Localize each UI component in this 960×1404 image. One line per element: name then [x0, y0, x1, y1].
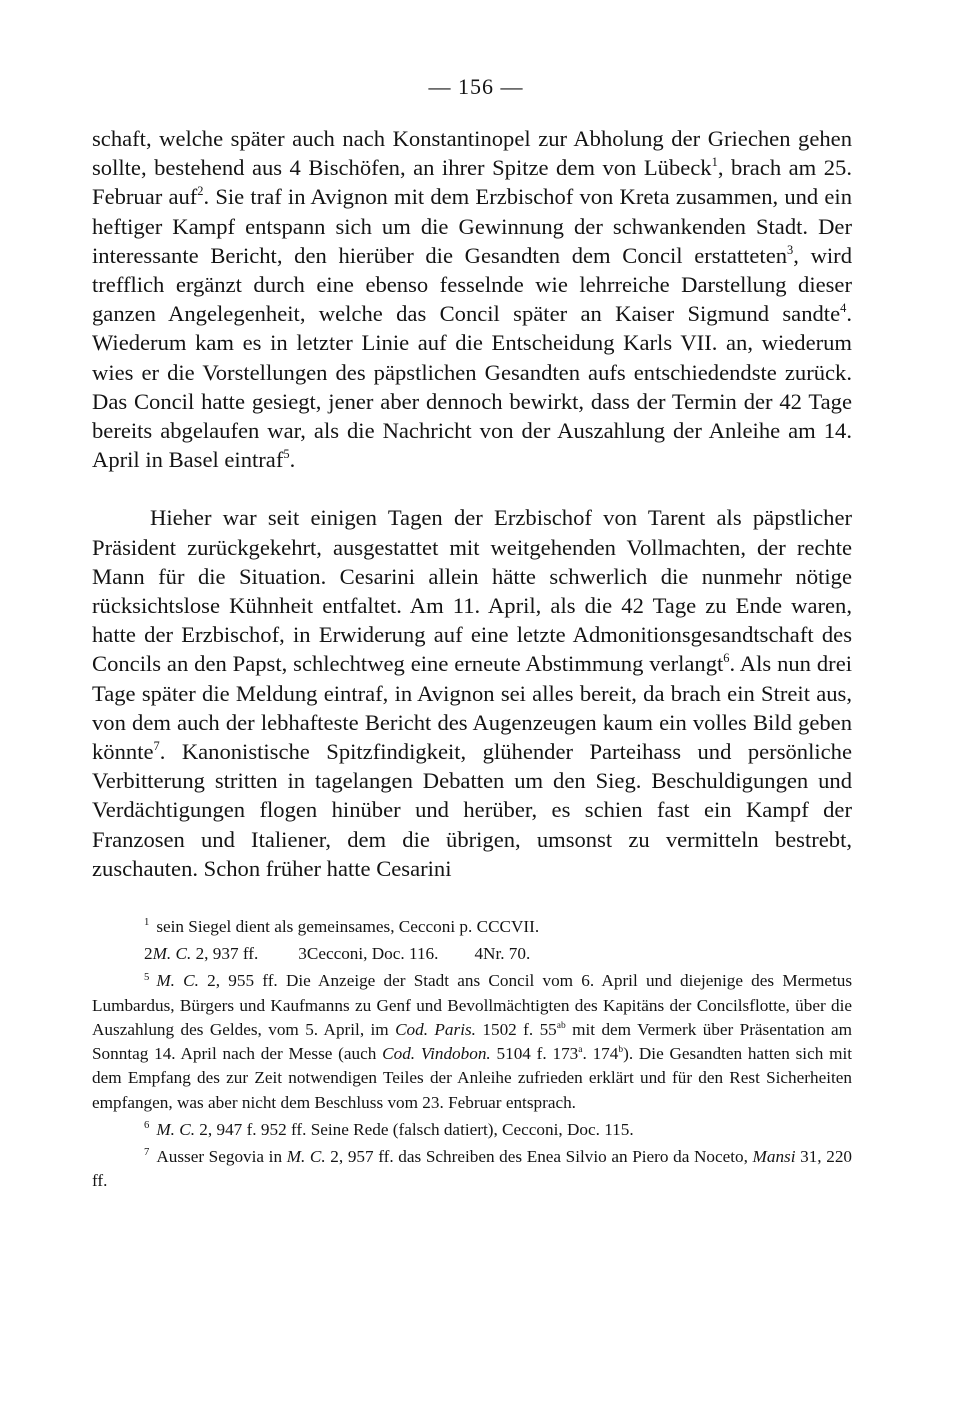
footnote-1: [92, 915, 852, 939]
footnote-text: Ausser Segovia in: [156, 1146, 287, 1166]
text-run: , wird trefflich ergänzt durch eine ebenso fesselnde wie lehrreiche Darstellung dieser ganzen Angelegenheit, welche das Concil später an Kaiser Sigmund sandte: [92, 242, 853, 327]
footnote-number: 7: [144, 1147, 150, 1159]
citation-abbrev: Cod. Paris.: [395, 1019, 476, 1039]
footnote-ref-2[interactable]: 2: [197, 184, 204, 199]
citation-abbrev: M. C.: [152, 944, 192, 964]
footnote-row-2-3-4: [92, 942, 852, 966]
citation-abbrev: M. C.: [286, 1146, 326, 1166]
text-run: , brach am 25. Februar auf: [92, 155, 852, 210]
footnotes: [92, 915, 852, 1193]
text-run: . Als nun drei Tage später die Meldung eintraf, in Avignon sei alles bereit, da brach ein Streit aus, von dem auch der lebhafteste Bericht des Augenzeugen kaum ein volles Bild geben könnte: [92, 651, 852, 765]
footnote-text: 2, 947 f. 952 ff. Seine Rede (falsch datiert), Cecconi, Doc. 115.: [195, 1119, 634, 1139]
footnote-ref-5[interactable]: 5: [283, 447, 290, 462]
text-run: . Kanonistische Spitzfindigkeit, glühender Parteihass und persönliche Verbitterung stritten in tagelangen Debatten um den Sieg. Beschuldigungen und Verdächtigungen flogen hinüber und herüber, es schien fast ein Kampf der Franzosen und Italiener, dem die übrigen, umsonst zu vermitteln bestrebt, zuschauten. Schon früher hatte Cesarini: [92, 739, 852, 881]
citation-abbrev: Cod. Vindobon.: [382, 1044, 491, 1064]
folio-superscript: b: [618, 1044, 624, 1055]
footnote-ref-6[interactable]: 6: [723, 651, 730, 666]
text-run: Hieher war seit einigen Tagen der Erzbischof von Tarent als päpstlicher Präsident zurückgekehrt, ausgestattet mit weitgehenden Vollmachten, der rechte Mann für die Situation. Cesarini allein hätte schwerlich die nunmehr nötige rücksichtslose Kühnheit entfaltet. Am 11. April, als die 42 Tage zu Ende waren, hatte der Erzbischof, in Erwiderung auf eine letzte Admonitionsgesandtschaft des Concils an den Papst, schlechtweg eine erneute Abstimmung verlangt: [92, 505, 852, 677]
folio-superscript: a: [578, 1044, 583, 1055]
footnote-ref-1[interactable]: 1: [711, 155, 718, 170]
footnote-ref-4[interactable]: 4: [840, 301, 847, 316]
citation-abbrev: M. C.: [156, 971, 199, 991]
paragraph-2: [92, 503, 852, 883]
footnote-ref-7[interactable]: 7: [153, 738, 160, 753]
footnote-text: sein Siegel dient als gemeinsames, Cecconi p. CCCVII.: [156, 917, 540, 937]
footnote-2: [144, 942, 258, 966]
footnote-3: [298, 942, 438, 966]
footnote-number: 6: [144, 1119, 150, 1131]
footnote-number: 3: [298, 944, 307, 964]
paragraph-1: [92, 124, 852, 474]
citation-abbrev: Mansi: [752, 1146, 796, 1166]
footnote-number: 4: [474, 944, 484, 964]
footnote-number: 2: [144, 944, 153, 964]
page-number: — 156 —: [428, 74, 524, 99]
citation-abbrev: M. C.: [156, 1119, 195, 1139]
footnote-7: [92, 1145, 852, 1193]
footnote-6: [92, 1118, 852, 1142]
footnote-number: 5: [144, 971, 150, 983]
book-page: [92, 70, 852, 1196]
footnote-text: 5104 f. 173: [490, 1044, 579, 1064]
footnote-text: . 174: [582, 1044, 619, 1064]
text-run: .: [289, 447, 296, 473]
footnote-text: Cecconi, Doc. 116.: [306, 944, 439, 964]
text-run: . Sie traf in Avignon mit dem Erzbischof von Kreta zusammen, und ein heftiger Kampf entspann sich um die Gewinnung der schwankenden Stadt. Der interessante Bericht, den hierüber die Gesandten dem Concil erstatteten: [92, 184, 852, 268]
footnote-ref-3[interactable]: 3: [787, 242, 794, 257]
footnote-number: 1: [144, 917, 150, 929]
text-run: . Wiederum kam es in letzter Linie auf die Entscheidung Karls VII. an, wiederum wies er die Vorstellungen des päpstlichen Gesandten aufs entschiedendste zurück. Das Concil hatte gesiegt, jener aber dennoch bewirkt, dass der Termin der 42 Tage bereits abgelaufen war, als die Nachricht von der Auszahlung der Anleihe am 14. April in Basel eintraf: [92, 301, 852, 473]
footnote-text: 31, 220 ff.: [92, 1146, 853, 1191]
footnote-4: [474, 942, 530, 966]
footnote-text: Nr. 70.: [483, 944, 531, 964]
footnote-text: 2, 955 ff. Die Anzeige der Stadt ans Concil vom 6. April und diejenige des Mermetus Lumbardus, Bürgers und Kaufmanns zu Genf und Bevollmächtigten des Kapitäns der Concilsflotte, über die Auszahlung des Geldes, vom 5. April, im: [92, 971, 853, 1039]
footnote-text: mit dem Vermerk über Präsentation am Sonntag 14. April nach der Messe (auch: [92, 1019, 853, 1064]
footnote-text: ). Die Gesandten hatten sich mit dem Empfang des zur Zeit notwendigen Teiles der Anleihe zufrieden erklärt und für den Rest Sicherheiten empfangen, was aber nicht dem Beschluss vom 23. Februar entsprach.: [92, 1044, 853, 1112]
footnote-5: [92, 969, 852, 1114]
body-text: [92, 124, 852, 883]
text-run: schaft, welche später auch nach Konstantinopel zur Abholung der Griechen gehen sollte, bestehend aus 4 Bischöfen, an ihrer Spitze dem von Lübeck: [92, 126, 852, 181]
footnote-text: 2, 957 ff. das Schreiben des Enea Silvio an Piero da Noceto,: [325, 1146, 753, 1166]
footnote-text: 2, 937 ff.: [191, 944, 259, 964]
footnote-text: 1502 f. 55: [475, 1019, 557, 1039]
folio-superscript: ab: [556, 1020, 566, 1031]
